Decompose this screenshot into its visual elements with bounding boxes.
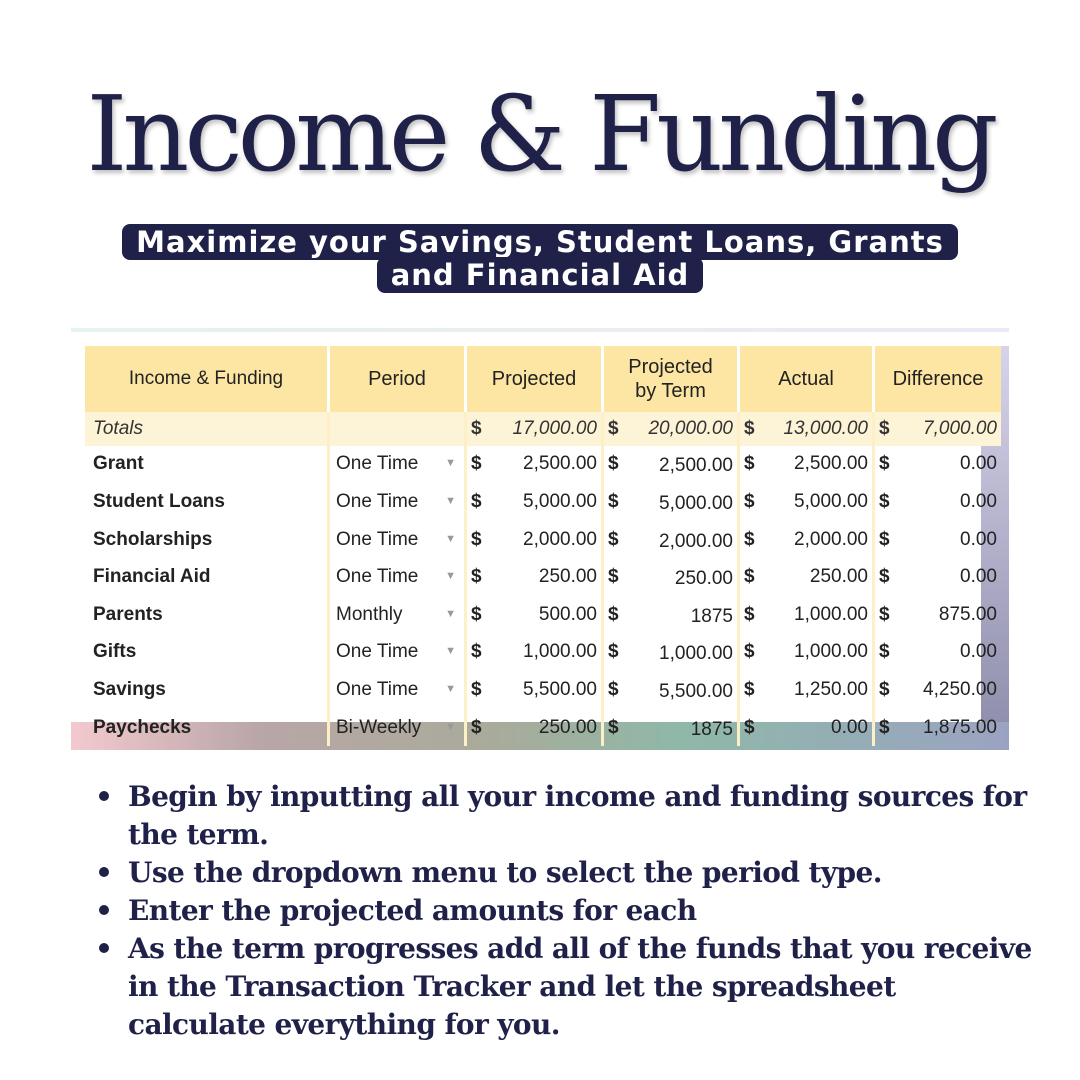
projected-by-term-cell[interactable]: 250.00 (674, 568, 733, 590)
difference-cell[interactable]: 0.00 (960, 641, 997, 663)
currency-symbol: $ (874, 446, 910, 484)
header-period: Period (329, 346, 466, 412)
subtitle-banner (97, 226, 983, 292)
currency-symbol: $ (874, 709, 910, 747)
currency-symbol: $ (466, 671, 502, 709)
currency-symbol: $ (603, 671, 639, 709)
currency-symbol: $ (603, 521, 639, 559)
actual-cell[interactable]: 1,000.00 (794, 603, 868, 625)
row-name[interactable]: Savings (93, 678, 166, 700)
period-value: One Time (336, 641, 419, 663)
header-projected-by-term-label: Projected by Term (628, 356, 713, 402)
currency-symbol: $ (466, 521, 502, 559)
table-row (85, 521, 1001, 559)
row-name[interactable]: Student Loans (93, 490, 225, 512)
row-name[interactable]: Grant (93, 453, 144, 475)
period-value: One Time (336, 453, 419, 475)
difference-cell[interactable]: 4,250.00 (923, 678, 997, 700)
header-difference: Difference (874, 346, 1002, 412)
difference-cell[interactable]: 875.00 (938, 603, 997, 625)
chevron-down-icon[interactable]: ▼ (445, 532, 456, 545)
list-item-text: Begin by inputting all your income and funding sources for the term. (128, 780, 1027, 851)
currency-symbol: $ (874, 521, 910, 559)
currency-symbol: $ (603, 483, 639, 521)
currency-symbol: $ (603, 446, 639, 484)
projected-by-term-cell[interactable]: 2,500.00 (659, 455, 733, 477)
actual-cell[interactable]: 0.00 (831, 716, 868, 738)
totals-period-cell (329, 412, 466, 446)
header-actual: Actual (739, 346, 874, 412)
difference-cell[interactable]: 0.00 (960, 490, 997, 512)
period-value: One Time (336, 490, 419, 512)
currency-symbol: $ (739, 446, 775, 484)
projected-by-term-cell[interactable]: 5,500.00 (659, 680, 733, 702)
header-income-funding: Income & Funding (85, 346, 329, 412)
currency-symbol: $ (603, 412, 639, 446)
projected-cell[interactable]: 5,500.00 (523, 678, 597, 700)
period-dropdown[interactable] (329, 483, 466, 521)
row-name[interactable]: Paychecks (93, 716, 192, 738)
currency-symbol: $ (466, 412, 502, 446)
instruction-list (98, 778, 1038, 1044)
table-row (85, 709, 1001, 747)
currency-symbol: $ (603, 634, 639, 672)
table-row (85, 596, 1001, 634)
list-item (128, 892, 1038, 930)
period-value: One Time (336, 566, 419, 588)
table-row (85, 671, 1001, 709)
currency-symbol: $ (466, 558, 502, 596)
currency-symbol: $ (874, 596, 910, 634)
totals-projected[interactable]: 17,000.00 (501, 412, 603, 446)
currency-symbol: $ (874, 634, 910, 672)
chevron-down-icon[interactable]: ▼ (445, 682, 456, 695)
row-name[interactable]: Financial Aid (93, 566, 211, 588)
projected-cell[interactable]: 5,000.00 (523, 490, 597, 512)
header-projected: Projected (466, 346, 603, 412)
list-item (128, 930, 1038, 1044)
actual-cell[interactable]: 1,000.00 (794, 641, 868, 663)
spreadsheet-screenshot (71, 328, 1009, 750)
currency-symbol: $ (739, 634, 775, 672)
projected-by-term-cell[interactable]: 1,000.00 (659, 643, 733, 665)
currency-symbol: $ (874, 412, 910, 446)
currency-symbol: $ (466, 634, 502, 672)
list-item-text: Use the dropdown menu to select the period type. (128, 856, 882, 889)
page-title: Income & Funding (86, 73, 994, 195)
row-name[interactable]: Scholarships (93, 528, 213, 550)
projected-by-term-cell[interactable]: 1875 (690, 718, 733, 740)
row-name[interactable]: Parents (93, 603, 163, 625)
difference-cell[interactable]: 0.00 (960, 528, 997, 550)
currency-symbol: $ (603, 558, 639, 596)
bullet-dot-icon (99, 791, 109, 801)
actual-cell[interactable]: 250.00 (809, 566, 868, 588)
totals-actual[interactable]: 13,000.00 (774, 412, 874, 446)
period-dropdown[interactable] (329, 521, 466, 559)
subtitle-text: Maximize your Savings, Student Loans, Grants and Financial Aid (122, 224, 958, 293)
currency-symbol: $ (603, 596, 639, 634)
row-name[interactable]: Gifts (93, 641, 137, 663)
currency-symbol: $ (739, 671, 775, 709)
chevron-down-icon[interactable]: ▼ (445, 645, 456, 658)
period-value: One Time (336, 678, 419, 700)
list-item (128, 854, 1038, 892)
currency-symbol: $ (739, 483, 775, 521)
currency-symbol: $ (739, 596, 775, 634)
period-dropdown[interactable] (329, 671, 466, 709)
totals-difference[interactable]: 7,000.00 (909, 412, 1001, 446)
period-value: One Time (336, 528, 419, 550)
currency-symbol: $ (874, 671, 910, 709)
totals-row (85, 412, 1001, 446)
currency-symbol: $ (466, 446, 502, 484)
currency-symbol: $ (874, 558, 910, 596)
currency-symbol: $ (874, 483, 910, 521)
chevron-down-icon[interactable]: ▼ (445, 607, 456, 620)
difference-cell[interactable]: 0.00 (960, 453, 997, 475)
currency-symbol: $ (603, 709, 639, 747)
actual-cell[interactable]: 2,000.00 (794, 528, 868, 550)
chevron-down-icon[interactable]: ▼ (445, 457, 456, 470)
currency-symbol: $ (466, 709, 502, 747)
table-row (85, 558, 1001, 596)
table-row (85, 634, 1001, 672)
difference-cell[interactable]: 0.00 (960, 566, 997, 588)
frame-top-strip (71, 328, 1009, 332)
difference-cell[interactable]: 1,875.00 (923, 716, 997, 738)
period-value: Bi-Weekly (336, 716, 422, 738)
projected-cell[interactable]: 250.00 (538, 566, 597, 588)
currency-symbol: $ (739, 521, 775, 559)
chevron-down-icon[interactable]: ▼ (445, 494, 456, 507)
projected-cell[interactable]: 250.00 (538, 716, 597, 738)
projected-cell[interactable]: 500.00 (538, 603, 597, 625)
actual-cell[interactable]: 2,500.00 (794, 453, 868, 475)
currency-symbol: $ (739, 412, 775, 446)
currency-symbol: $ (739, 709, 775, 747)
currency-symbol: $ (466, 596, 502, 634)
chevron-down-icon[interactable]: ▼ (445, 570, 456, 583)
totals-label: Totals (85, 412, 329, 446)
table-header-row (85, 346, 1001, 412)
currency-symbol: $ (466, 483, 502, 521)
period-value: Monthly (336, 603, 403, 625)
table-row (85, 446, 1001, 484)
period-dropdown[interactable] (329, 709, 466, 747)
period-dropdown[interactable] (329, 446, 466, 484)
period-dropdown[interactable] (329, 596, 466, 634)
chevron-down-icon[interactable]: ▼ (445, 720, 456, 733)
bullet-dot-icon (99, 943, 109, 953)
list-item (128, 778, 1038, 854)
projected-by-term-cell[interactable]: 2,000.00 (659, 530, 733, 552)
projected-cell[interactable]: 2,500.00 (523, 453, 597, 475)
projected-cell[interactable]: 1,000.00 (523, 641, 597, 663)
bullet-dot-icon (99, 867, 109, 877)
projected-by-term-cell[interactable]: 1875 (690, 605, 733, 627)
income-funding-table (85, 346, 1001, 746)
currency-symbol: $ (739, 558, 775, 596)
list-item-text: As the term progresses add all of the funds that you receive in the Transaction Tracker and let the spreadsheet calculate everything for you. (128, 932, 1032, 1041)
actual-cell[interactable]: 5,000.00 (794, 490, 868, 512)
period-dropdown[interactable] (329, 558, 466, 596)
bullet-dot-icon (99, 905, 109, 915)
table-row (85, 483, 1001, 521)
projected-by-term-cell[interactable]: 5,000.00 (659, 492, 733, 514)
period-dropdown[interactable] (329, 634, 466, 672)
projected-cell[interactable]: 2,000.00 (523, 528, 597, 550)
actual-cell[interactable]: 1,250.00 (794, 678, 868, 700)
list-item-text: Enter the projected amounts for each (128, 894, 697, 927)
header-projected-by-term (603, 346, 739, 412)
totals-projected-by-term[interactable]: 20,000.00 (638, 412, 739, 446)
